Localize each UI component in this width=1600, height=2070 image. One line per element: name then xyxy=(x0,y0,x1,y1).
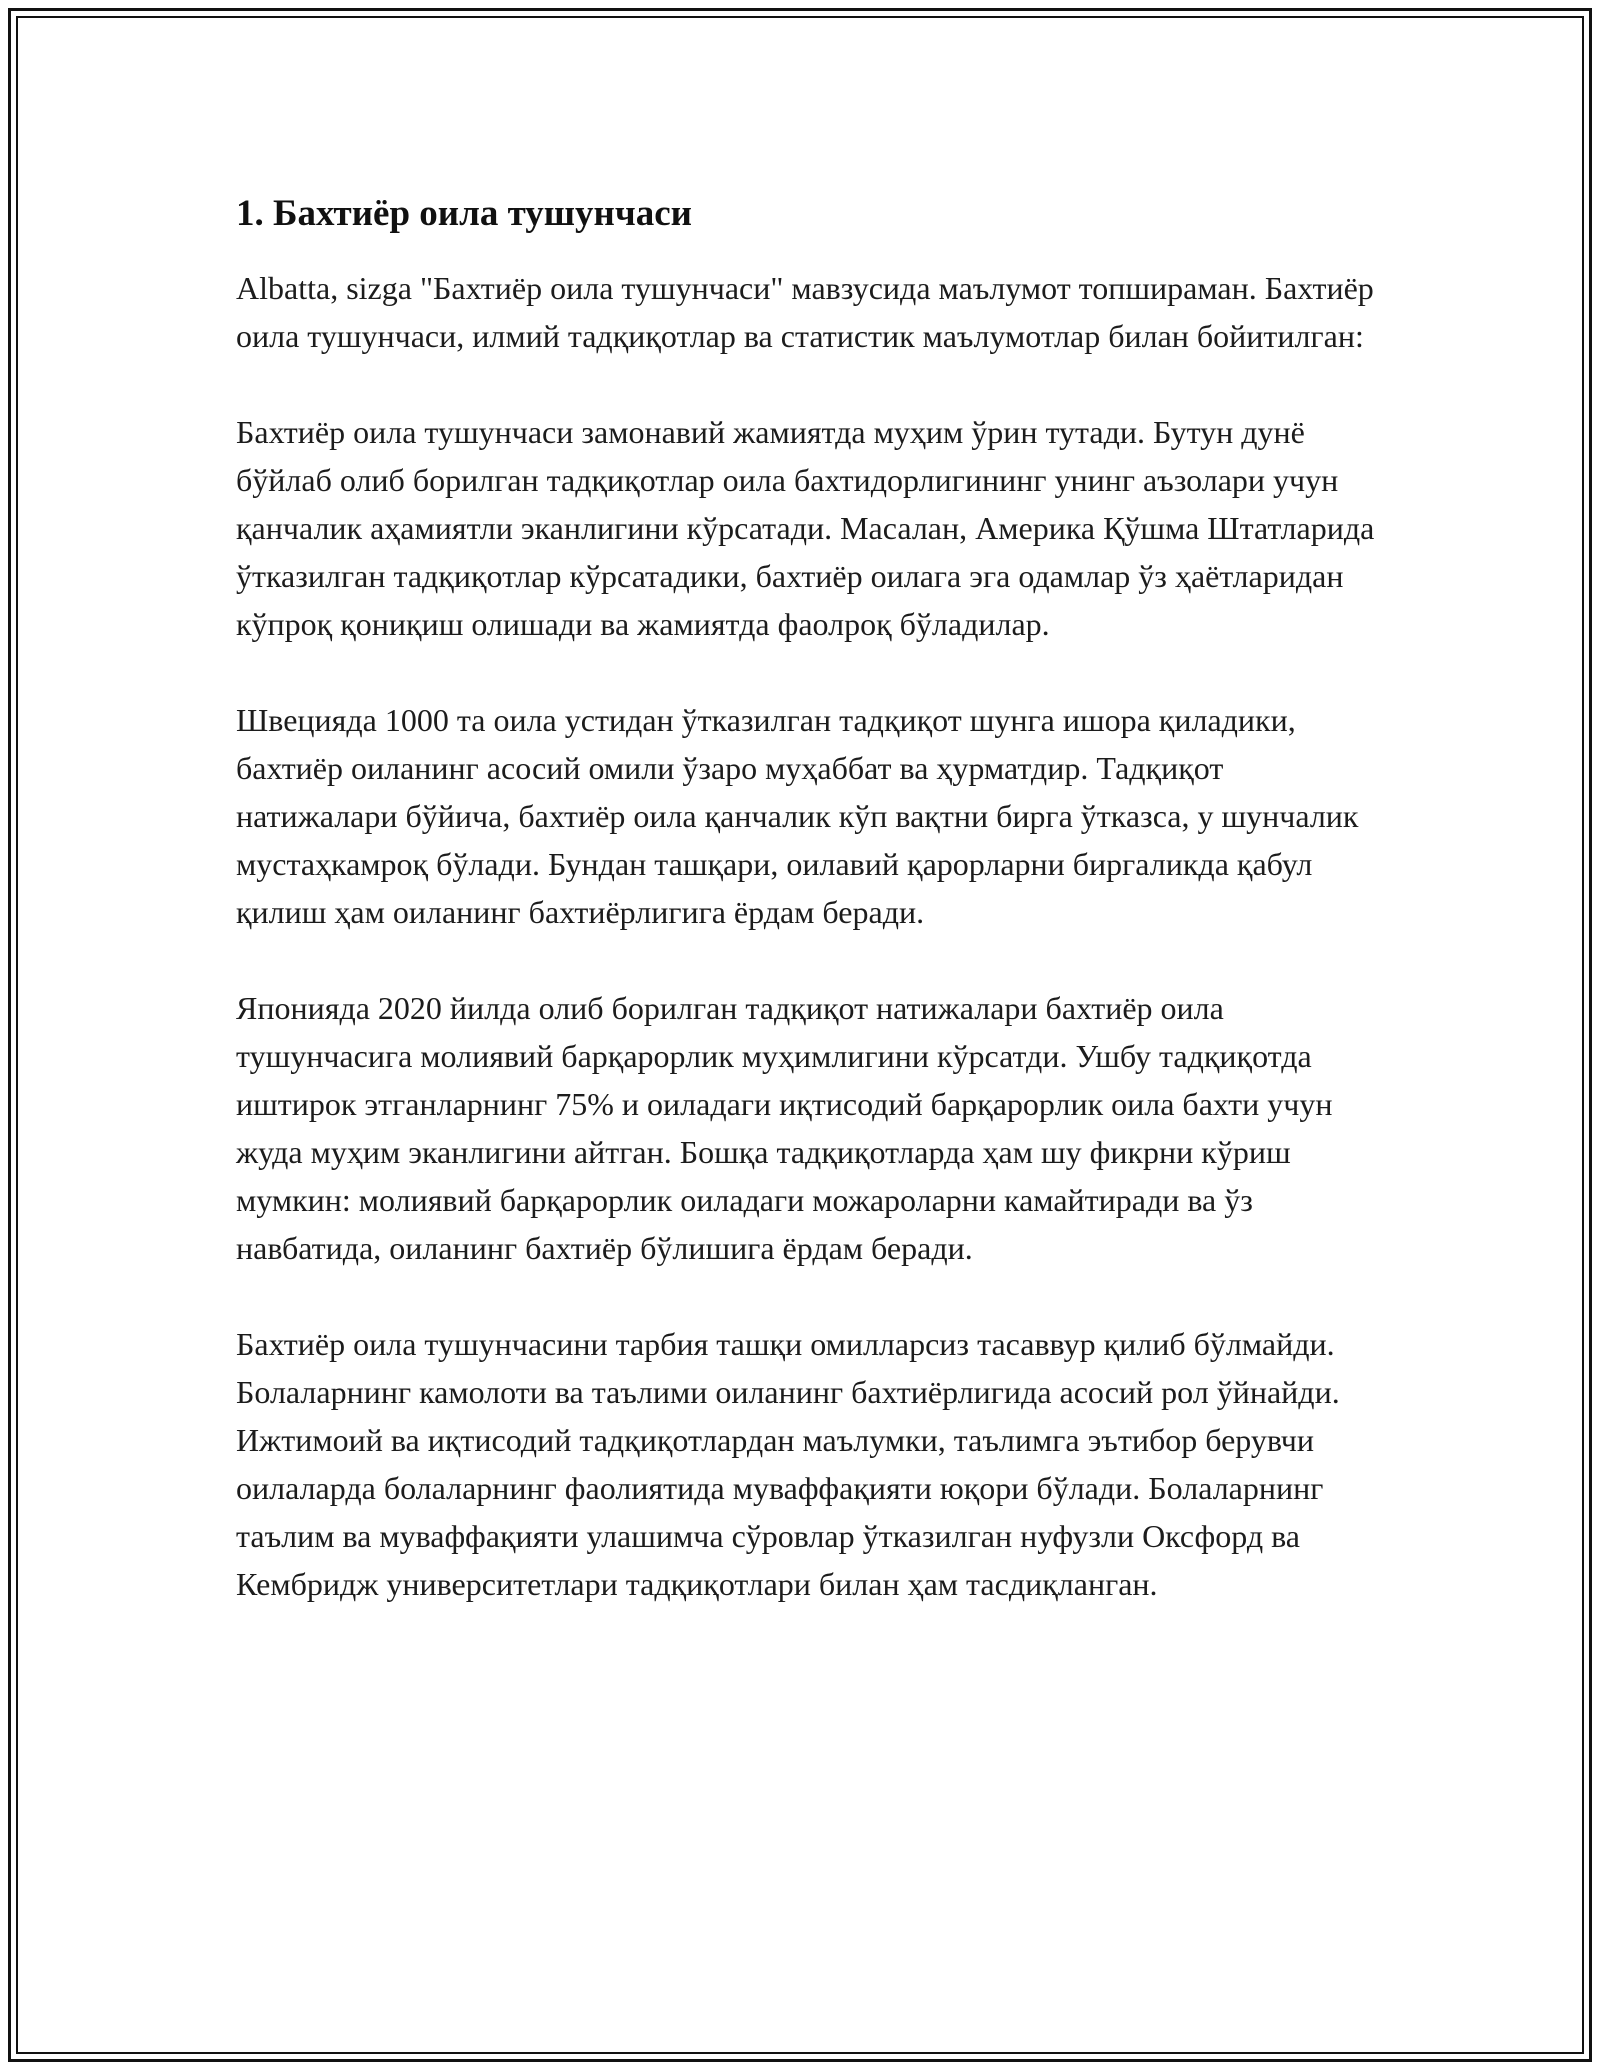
section-heading: 1. Бахтиёр оила тушунчаси xyxy=(236,193,692,234)
paragraph-intro: Albatta, sizga "Бахтиёр оила тушунчаси" мавзусида маълумот топшираман. Бахтиёр оила тушунчаси, илмий тадқиқотлар ва статистик маълумотлар билан бойитилган: xyxy=(236,270,1374,354)
paragraph-education: Бахтиёр оила тушунчасини тарбия ташқи омилларсиз тасаввур қилиб бўлмайди. Болаларнинг камолоти ва таълими оиланинг бахтиёрлигида асосий рол ўйнайди. Ижтимоий ва иқтисодий тадқиқотлардан маълумки, таълимга эътибор берувчи оилаларда болаларнинг фаолиятида муваффақияти юқори бўлади. Болаларнинг таълим ва муваффақияти улашимча сўровлар ўтказилган нуфузли Оксфорд ва Кембридж университетлари тадқиқотлари билан ҳам тасдиқланган. xyxy=(236,1326,1340,1602)
paragraph-usa-research: Бахтиёр оила тушунчаси замонавий жамиятда муҳим ўрин тутади. Бутун дунё бўйлаб олиб борилган тадқиқотлар оила бахтидорлигининг унинг аъзолари учун қанчалик аҳамиятли эканлигини кўрсатади. Масалан, Америка Қўшма Штатларида ўтказилган тадқиқотлар кўрсатадики, бахтиёр оилага эга одамлар ўз ҳаётларидан кўпроқ қониқиш олишади ва жамиятда фаолроқ бўладилар. xyxy=(236,414,1375,642)
paragraph-japan-research: Японияда 2020 йилда олиб борилган тадқиқот натижалари бахтиёр оила тушунчасига молиявий барқарорлик муҳимлигини кўрсатди. Ушбу тадқиқотда иштирок этганларнинг 75% и оиладаги иқтисодий барқарорлик оила бахти учун жуда муҳим эканлигини айтган. Бошқа тадқиқотларда ҳам шу фикрни кўриш мумкин: молиявий барқарорлик оиладаги можароларни камайтиради ва ўз навбатида, оиланинг бахтиёр бўлишига ёрдам беради. xyxy=(236,990,1333,1266)
document-body xyxy=(236,188,1376,1656)
paragraph-sweden-research: Швецияда 1000 та оила устидан ўтказилган тадқиқот шунга ишора қиладики, бахтиёр оиланинг асосий омили ўзаро муҳаббат ва ҳурматдир. Тадқиқот натижалари бўйича, бахтиёр оила қанчалик кўп вақтни бирга ўтказса, у шунчалик мустаҳкамроқ бўлади. Бундан ташқари, оилавий қарорларни биргаликда қабул қилиш ҳам оиланинг бахтиёрлигига ёрдам беради. xyxy=(236,702,1359,930)
